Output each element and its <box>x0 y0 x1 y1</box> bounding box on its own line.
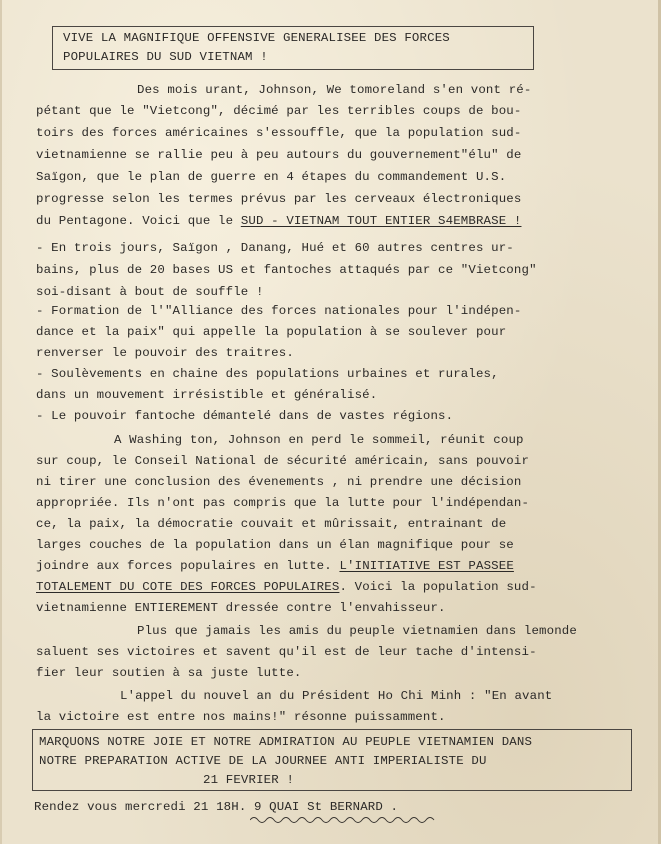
footer-emphasis: 18H. 9 QUAI St BERNARD <box>216 800 383 814</box>
footer-line <box>34 800 398 814</box>
paragraph-1-line-4: vietnamienne se rallie peu à peu autours du gouvernement"élu" de <box>36 148 522 162</box>
bullet-2-line-2: dance et la paix" qui appelle la population à se soulever pour <box>36 325 507 339</box>
paragraph-2-line-7 <box>36 556 514 576</box>
bullet-2-line-1: - Formation de l'"Alliance des forces nationales pour l'indépen- <box>36 304 522 318</box>
bullet-3-line-2: dans un mouvement irrésistible et généralisé. <box>36 388 378 402</box>
paragraph-1-line-5: Saïgon, que le plan de guerre en 4 étapes du commandement U.S. <box>36 170 507 184</box>
footer-end: . <box>382 800 399 814</box>
paragraph-2-line-4: appropriée. Ils n'ont pas compris que la lutte pour l'indépendan- <box>36 496 530 510</box>
paragraph-2-line-1: A Washing ton, Johnson en perd le sommeil, réunit coup <box>114 433 524 447</box>
paragraph-1-line-7-start: du Pentagone. Voici que le <box>36 214 241 228</box>
paragraph-2-line-8 <box>36 577 537 597</box>
paragraph-2-line-7-start: joindre aux forces populaires en lutte. <box>36 559 340 573</box>
paragraph-2-line-9: vietnamienne ENTIEREMENT dressée contre l'envahisseur. <box>36 601 446 615</box>
bullet-3-line-1: - Soulèvements en chaine des populations urbaines et rurales, <box>36 367 499 381</box>
footer-lead: Rendez vous mercredi 21 <box>34 800 217 814</box>
paragraph-4-line-1: L'appel du nouvel an du Président Ho Chi Minh : "En avant <box>120 689 553 703</box>
emphasis-initiative: L'INITIATIVE EST PASSEE <box>339 559 514 573</box>
bullet-1-line-3: soi-disant à bout de souffle ! <box>36 285 264 299</box>
paragraph-1-line-7 <box>36 211 521 231</box>
paragraph-4-line-2: la victoire est entre nos mains!" résonne puissamment. <box>36 710 446 724</box>
paragraph-2-line-5: ce, la paix, la démocratie couvait et mûrissait, entrainant de <box>36 517 507 531</box>
headline-box <box>52 26 534 70</box>
callout-line-2: NOTRE PREPARATION ACTIVE DE LA JOURNEE ANTI IMPERIALISTE DU <box>39 754 487 768</box>
paragraph-1-line-1: Des mois urant, Johnson, We tomoreland s'en vont ré- <box>137 83 532 97</box>
paragraph-3-line-3: fier leur soutien à sa juste lutte. <box>36 666 302 680</box>
paragraph-3-line-1: Plus que jamais les amis du peuple vietnamien dans lemonde <box>137 624 577 638</box>
paragraph-1-line-2: pétant que le "Vietcong", décimé par les terribles coups de bou- <box>36 104 522 118</box>
paragraph-2-line-6: larges couches de la population dans un élan magnifique pour se <box>36 538 514 552</box>
wavy-underline <box>250 815 440 825</box>
bullet-1-line-1: - En trois jours, Saïgon , Danang, Hué et 60 autres centres ur- <box>36 241 514 255</box>
bullet-4-line-1: - Le pouvoir fantoche démantelé dans de vastes régions. <box>36 409 454 423</box>
paragraph-2-line-3: ni tirer une conclusion des évenements , ni prendre une décision <box>36 475 522 489</box>
emphasis-forces-populaires: TOTALEMENT DU COTE DES FORCES POPULAIRES <box>36 580 340 594</box>
headline-line-2: POPULAIRES DU SUD VIETNAM ! <box>63 50 268 64</box>
callout-box <box>32 729 632 791</box>
headline-line-1: VIVE LA MAGNIFIQUE OFFENSIVE GENERALISEE DES FORCES <box>63 31 450 45</box>
callout-line-3: 21 FEVRIER ! <box>203 773 295 787</box>
bullet-1-line-2: bains, plus de 20 bases US et fantoches attaqués par ce "Vietcong" <box>36 263 537 277</box>
paragraph-1-line-3: toirs des forces américaines s'essouffle, que la population sud- <box>36 126 522 140</box>
headline-emphasis-embrase: SUD - VIETNAM TOUT ENTIER S4EMBRASE ! <box>240 214 522 228</box>
paragraph-3-line-2: saluent ses victoires et savent qu'il est de leur tache d'intensi- <box>36 645 537 659</box>
paragraph-2-line-2: sur coup, le Conseil National de sécurité américain, sans pouvoir <box>36 454 530 468</box>
bullet-2-line-3: renverser le pouvoir des traitres. <box>36 346 294 360</box>
paragraph-1-line-6: progresse selon les termes prévus par les cerveaux électroniques <box>36 192 522 206</box>
paragraph-2-line-8-end: . Voici la population sud- <box>339 580 537 594</box>
callout-line-1: MARQUONS NOTRE JOIE ET NOTRE ADMIRATION AU PEUPLE VIETNAMIEN DANS <box>39 735 533 749</box>
